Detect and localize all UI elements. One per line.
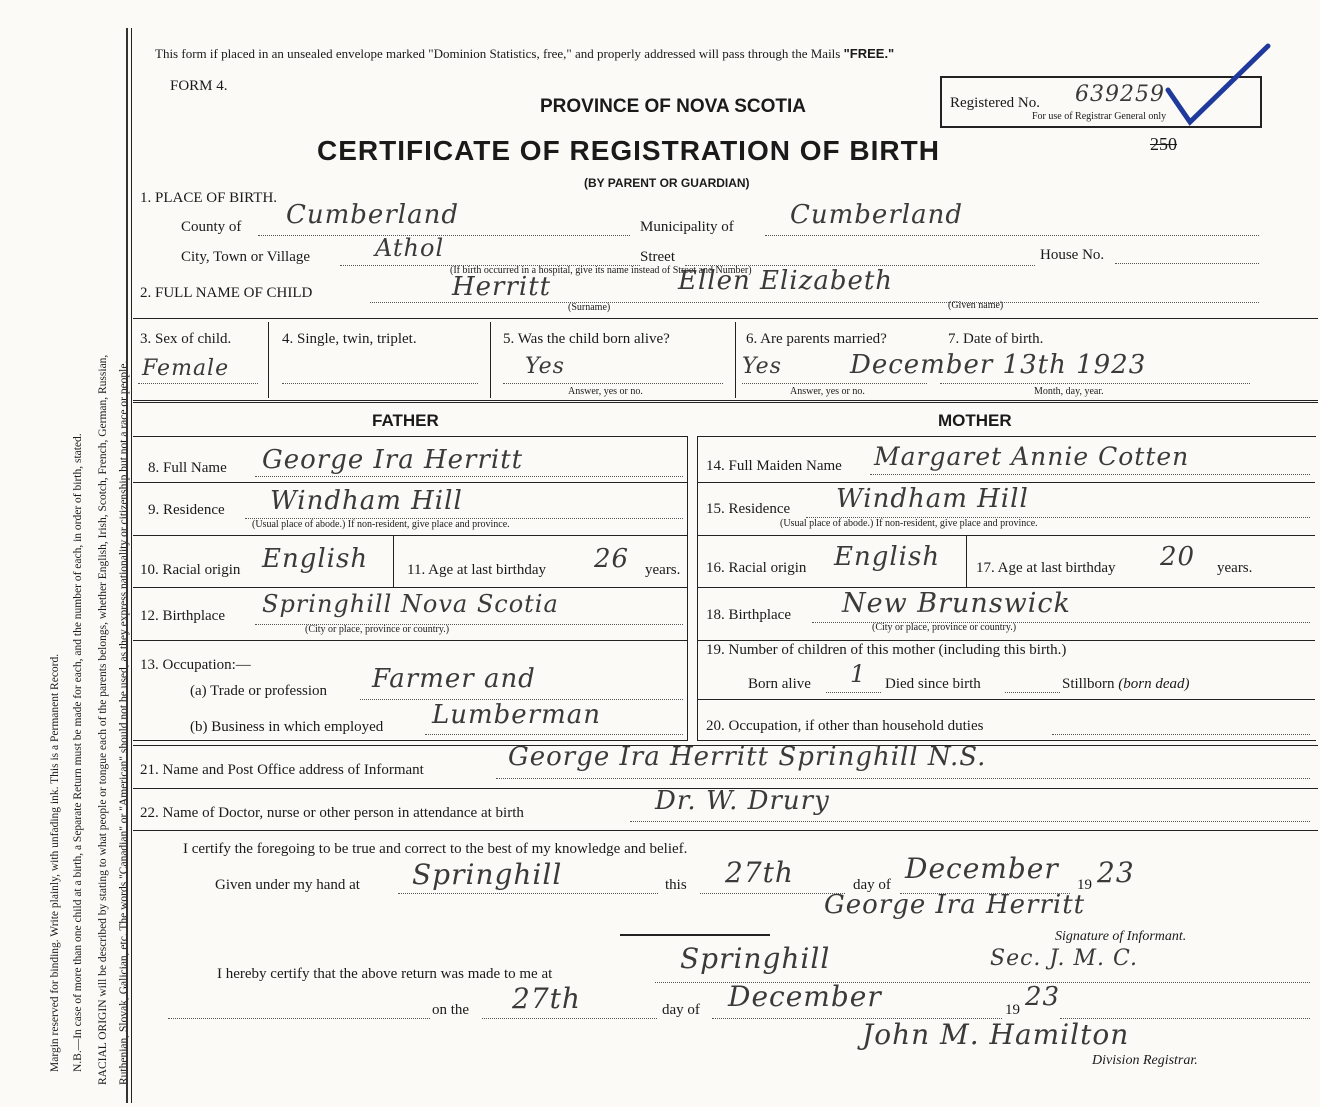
mother-sep-1	[697, 482, 1315, 483]
father-trade-label: (a) Trade or profession	[190, 683, 328, 699]
registrar-label: Division Registrar.	[1092, 1053, 1198, 1068]
father-heading: FATHER	[372, 411, 439, 430]
father-birthplace-note: (City or place, province or country.)	[305, 624, 450, 635]
father-business-value: Lumberman	[432, 700, 602, 730]
mother-children-label: 19. Number of children of this mother (including this birth.)	[706, 642, 1067, 658]
margin-note-multiple-births: N.B.—In case of more than one child at a birth, a Separate Return must be made for each, and the number of each, in order of birth, stated.	[72, 433, 84, 1072]
registrar-day-value: 27th	[512, 982, 581, 1015]
father-name-value: George Ira Herritt	[262, 445, 524, 475]
on-the-lead-line	[168, 1018, 430, 1019]
given-under-label: Given under my hand at	[215, 877, 360, 893]
mother-racial-value: English	[834, 542, 941, 572]
born-alive-count-label: Born alive	[748, 676, 811, 692]
certificate-title: CERTIFICATE OF REGISTRATION OF BIRTH	[317, 135, 940, 166]
registrar-day-of-label: day of	[662, 1002, 700, 1018]
informant-signature: George Ira Herritt	[824, 890, 1086, 920]
dob-line	[940, 383, 1250, 384]
born-alive-label: 5. Was the child born alive?	[503, 331, 670, 347]
married-answer-note: Answer, yes or no.	[790, 386, 865, 397]
county-label: County of	[181, 219, 242, 235]
father-sep-4	[133, 640, 687, 641]
mother-birthplace-label: 18. Birthplace	[706, 607, 791, 623]
divider-3-4	[268, 322, 269, 398]
born-alive-line	[826, 692, 881, 693]
mother-name-value: Margaret Annie Cotten	[874, 442, 1190, 471]
surname-note: (Surname)	[568, 302, 611, 313]
mother-residence-value: Windham Hill	[836, 484, 1029, 514]
mother-occupation-line	[1052, 734, 1310, 735]
place-of-birth-label: 1. PLACE OF BIRTH.	[140, 190, 278, 206]
father-trade-value: Farmer and	[372, 664, 536, 694]
died-line	[1005, 692, 1060, 693]
registrar-signature: John M. Hamilton	[862, 1018, 1130, 1051]
mother-birthplace-note: (City or place, province or country.)	[872, 622, 1017, 633]
mother-heading: MOTHER	[938, 411, 1012, 430]
divider-4-5	[490, 322, 491, 398]
check-mark-icon	[1160, 42, 1272, 130]
child-name-line	[370, 302, 1259, 303]
form-number: FORM 4.	[170, 78, 228, 94]
separator-2	[133, 400, 1318, 403]
mother-sep-5	[697, 699, 1315, 700]
municipality-value: Cumberland	[790, 200, 963, 230]
mother-age-value: 20	[1160, 542, 1196, 572]
parents-married-label: 6. Are parents married?	[746, 331, 887, 347]
on-the-label: on the	[432, 1002, 470, 1018]
registrar-month-value: December	[728, 980, 882, 1013]
father-business-line	[425, 734, 683, 735]
mother-age-label: 17. Age at last birthday	[976, 560, 1116, 576]
hospital-note: (If birth occurred in a hospital, give its name instead of Street and Number)	[450, 265, 752, 276]
municipality-line	[765, 235, 1259, 236]
registrar-place-value: Springhill	[680, 942, 831, 975]
registrar-statement: I hereby certify that the above return was made to me at	[217, 966, 553, 982]
doctor-line	[630, 821, 1310, 822]
child-name-label: 2. FULL NAME OF CHILD	[140, 285, 313, 301]
parents-married-value: Yes	[742, 354, 782, 379]
binding-line-inner	[131, 28, 132, 1103]
doctor-label: 22. Name of Doctor, nurse or other person in attendance at birth	[140, 805, 524, 821]
county-value: Cumberland	[286, 200, 459, 230]
mother-name-line	[870, 474, 1310, 475]
alive-answer-note: Answer, yes or no.	[568, 386, 643, 397]
margin-note-binding: Margin reserved for binding. Write plainly, with unfading ink. This is a Permanent Record.	[49, 653, 61, 1072]
registrar-year-value: 23	[1025, 982, 1061, 1012]
father-name-label: 8. Full Name	[148, 460, 227, 476]
province-heading: PROVINCE OF NOVA SCOTIA	[540, 96, 807, 117]
signature-line-left	[620, 934, 770, 936]
born-alive-value: Yes	[525, 354, 565, 379]
registrar-year-prefix: 19	[1005, 1002, 1020, 1018]
street-label: Street	[640, 249, 675, 265]
father-sep-1	[133, 482, 687, 483]
father-racial-divider	[393, 535, 394, 587]
father-occupation-label: 13. Occupation:—	[140, 657, 251, 673]
married-line	[742, 383, 927, 384]
born-alive-count-value: 1	[850, 660, 867, 688]
postal-note: This form if placed in an unsealed envelope marked "Dominion Statistics, free," and properly addressed will pass through the Mails "FREE."	[155, 46, 895, 61]
father-residence-value: Windham Hill	[270, 486, 463, 516]
sex-line	[138, 383, 258, 384]
father-racial-value: English	[262, 544, 369, 574]
registrar-note: For use of Registrar General only	[1032, 111, 1167, 122]
margin-note-nationality: Ruthenian, Slovak, Galician, etc. The words "Canadian" or "American" should not be used, as they express nationality or citizenship but not a race or people.	[118, 360, 130, 1085]
father-sep-2	[133, 535, 687, 536]
month-value: December	[905, 852, 1059, 885]
father-racial-label: 10. Racial origin	[140, 562, 241, 578]
stillborn-note: (born dead)	[1118, 676, 1190, 692]
municipality-label: Municipality of	[640, 219, 734, 235]
registered-number: 639259	[1075, 82, 1165, 107]
given-note: (Given name)	[948, 300, 1004, 311]
dob-label: 7. Date of birth.	[948, 331, 1044, 347]
registrar-day-line	[482, 1018, 657, 1019]
signature-label: Signature of Informant.	[1055, 929, 1187, 944]
informant-value: George Ira Herritt Springhill N.S.	[508, 742, 987, 772]
father-years: years.	[645, 562, 681, 578]
child-given-name: Ellen Elizabeth	[678, 266, 894, 296]
mother-name-label: 14. Full Maiden Name	[706, 458, 842, 474]
separator-5	[133, 830, 1318, 831]
father-residence-label: 9. Residence	[148, 502, 225, 518]
father-age-value: 26	[594, 544, 630, 574]
mother-residence-label: 15. Residence	[706, 501, 791, 517]
house-label: House No.	[1040, 247, 1105, 263]
city-label: City, Town or Village	[181, 249, 311, 265]
father-age-label: 11. Age at last birthday	[407, 562, 546, 578]
side-number: 250	[1150, 134, 1177, 154]
stillborn-label: Stillborn (born dead)	[1062, 676, 1190, 692]
dob-note: Month, day, year.	[1034, 386, 1104, 397]
margin-note-racial-origin: RACIAL ORIGIN will be described by stating to what people or tongue each of the parents belongs, whether English, Irish, Scotch, French, German, Russian,	[97, 354, 109, 1085]
divider-5-6	[735, 322, 736, 398]
dob-value: December 13th 1923	[850, 350, 1147, 380]
house-line	[1115, 263, 1259, 264]
given-place-value: Springhill	[412, 858, 563, 891]
sex-value: Female	[142, 356, 230, 381]
mother-residence-note: (Usual place of abode.) If non-resident, give place and province.	[780, 518, 1038, 529]
informant-line	[496, 778, 1310, 779]
this-day-value: 27th	[725, 856, 794, 889]
separator-1	[133, 318, 1318, 319]
mother-racial-divider	[966, 535, 967, 587]
mother-occupation-label: 20. Occupation, if other than household duties	[706, 718, 984, 734]
mother-racial-label: 16. Racial origin	[706, 560, 807, 576]
mother-sep-2	[697, 535, 1315, 536]
sex-label: 3. Sex of child.	[140, 331, 232, 347]
this-label: this	[665, 877, 687, 893]
alive-line	[503, 383, 723, 384]
day-of-label: day of	[853, 877, 891, 893]
mother-birthplace-value: New Brunswick	[842, 588, 1071, 619]
father-name-line	[255, 476, 683, 477]
year-prefix: 19	[1077, 877, 1092, 893]
father-birthplace-value: Springhill Nova Scotia	[262, 590, 559, 618]
father-birthplace-label: 12. Birthplace	[140, 608, 225, 624]
doctor-value: Dr. W. Drury	[655, 786, 830, 816]
certificate-subtitle: (BY PARENT OR GUARDIAN)	[584, 176, 750, 190]
single-line	[282, 383, 478, 384]
certify-statement: I certify the foregoing to be true and correct to the best of my knowledge and belief.	[183, 841, 688, 857]
mother-years: years.	[1217, 560, 1253, 576]
year-value: 23	[1097, 856, 1135, 889]
single-twin-label: 4. Single, twin, triplet.	[282, 331, 417, 347]
mother-sep-4	[697, 640, 1315, 641]
father-residence-note: (Usual place of abode.) If non-resident, give place and province.	[252, 519, 510, 530]
city-value: Athol	[375, 234, 445, 262]
died-since-birth-label: Died since birth	[885, 676, 981, 692]
child-surname: Herritt	[452, 272, 552, 302]
father-sep-3	[133, 587, 687, 588]
given-place-line	[398, 893, 658, 894]
informant-label: 21. Name and Post Office address of Informant	[140, 762, 424, 778]
father-business-label: (b) Business in which employed	[190, 719, 384, 735]
registered-label: Registered No.	[950, 95, 1040, 111]
binding-line-outer	[126, 28, 128, 1103]
registrar-place2-value: Sec. J. M. C.	[990, 946, 1139, 971]
